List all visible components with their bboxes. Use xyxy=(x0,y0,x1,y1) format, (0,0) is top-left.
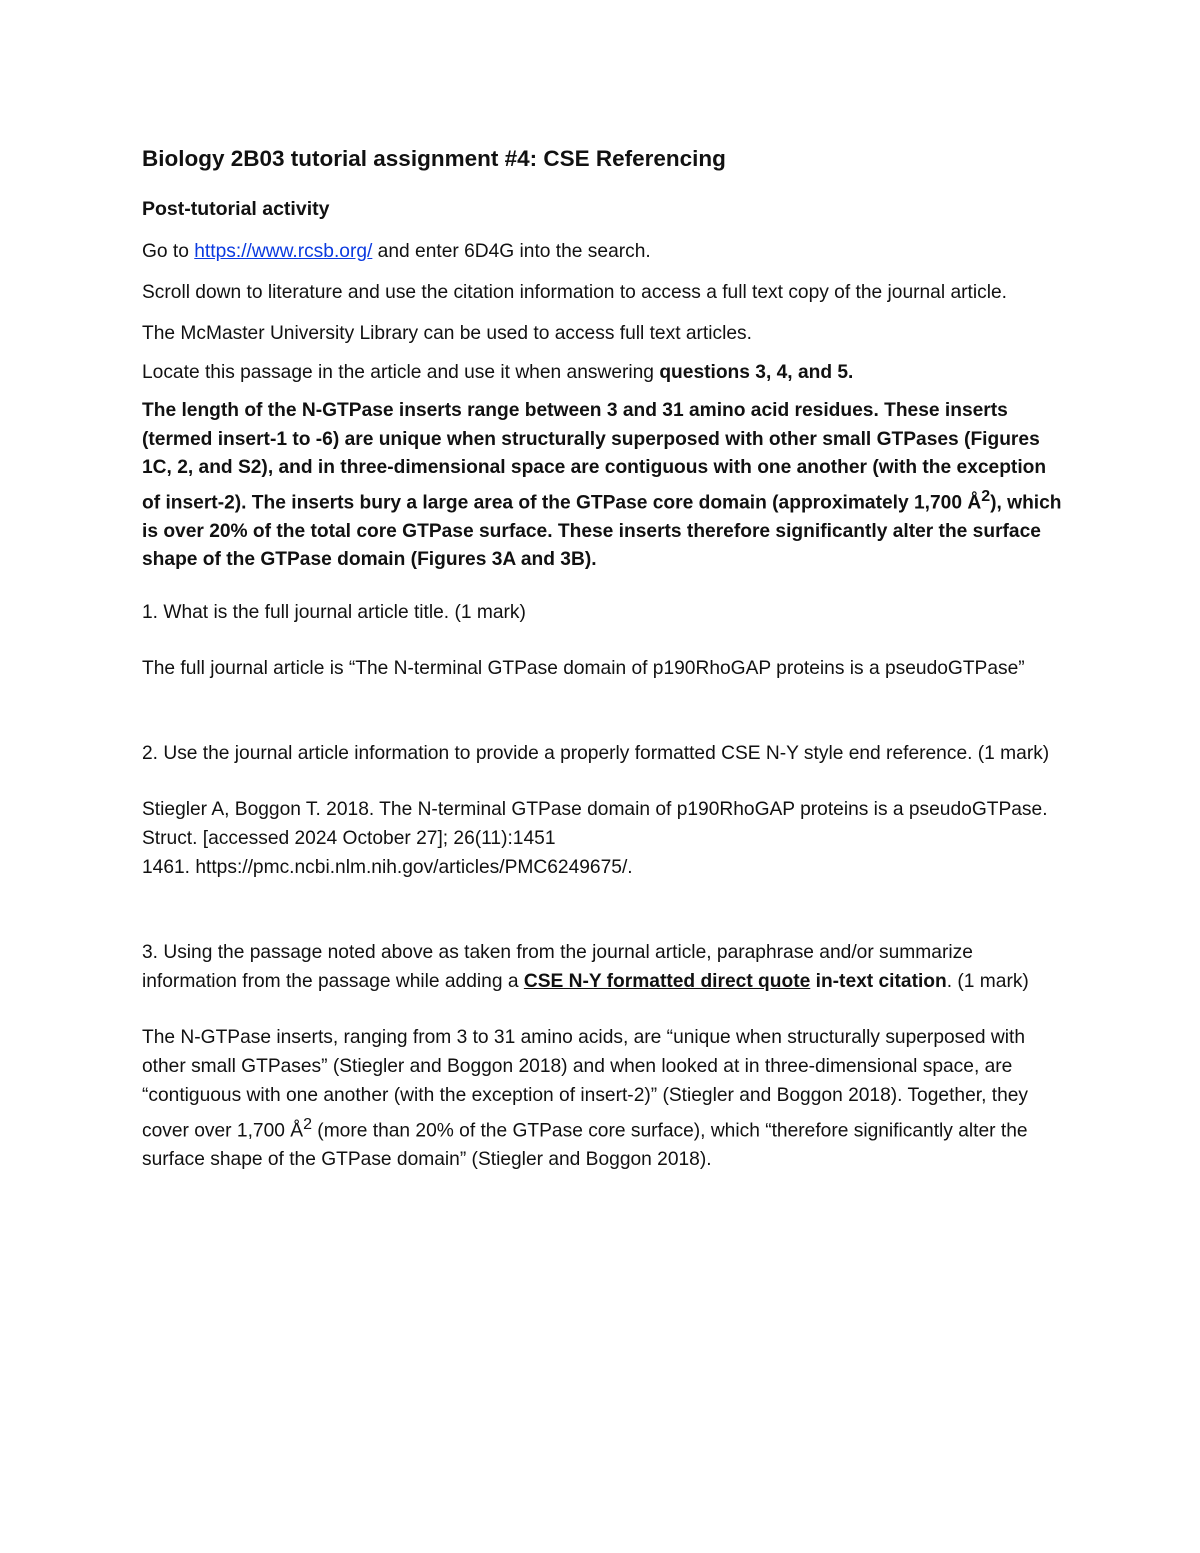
answer-3-part2: (more than 20% of the GTPase core surface), which “therefore significantly alter the surface shape of the GTPase domain” (Stiegler and Boggon 2018). xyxy=(142,1120,1028,1171)
rcsb-link[interactable]: https://www.rcsb.org/ xyxy=(194,241,373,262)
go-to-instruction xyxy=(142,237,1062,266)
passage-part1: The length of the N-GTPase inserts range between 3 and 31 amino acid residues. These inserts (termed insert-1 to -6) are unique when structurally superposed with other small GTPases (Figures 1C, 2, and S2), and in three-dimensional space are contiguous with one another (with the exception of insert-2). The inserts bury a large area of the GTPase core domain (approximately 1,700 Å xyxy=(142,400,1047,514)
locate-prefix: Locate this passage in the article and use it when answering xyxy=(142,362,660,383)
question-3-prefix: 3. Using the passage noted above as taken from the journal article, paraphrase and/or summarize information from the passage while adding a xyxy=(142,941,973,992)
mcmaster-note: The McMaster University Library can be used to access full text articles. xyxy=(142,323,752,344)
question-3-direct-quote: CSE N-Y formatted direct quote xyxy=(523,970,811,992)
passage-part2: ), which is over 20% of the total core GTPase surface. These inserts therefore significantly alter the surface shape of the GTPase domain (Figures 3A and 3B). xyxy=(142,492,1062,571)
answer-3 xyxy=(142,1023,1062,1174)
answer-2 xyxy=(142,795,1062,882)
article-passage xyxy=(142,397,1062,575)
answer-3-part1: The N-GTPase inserts, ranging from 3 to 31 amino acids, are “unique when structurally superposed with other small GTPases” (Stiegler and Boggon 2018) and when looked at in three-dimensional space, are “contiguous with one another (with the exception of insert-2)” (Stiegler and Boggon 2018). Together, they cover over 1,700 Å xyxy=(142,1026,1029,1142)
answer-2-line1: Stiegler A, Boggon T. 2018. The N-terminal GTPase domain of p190RhoGAP proteins is a pseudoGTPase. Struct. [accessed 2024 October 27]; 26(11):1451 xyxy=(142,798,1048,849)
passage-superscript: 2 xyxy=(981,487,991,505)
locate-instruction xyxy=(142,358,1062,387)
answer-1: The full journal article is “The N-terminal GTPase domain of p190RhoGAP proteins is a pseudoGTPase” xyxy=(142,657,1025,679)
answer-3-superscript: 2 xyxy=(303,1115,312,1133)
go-to-suffix: and enter 6D4G into the search. xyxy=(372,241,651,262)
locate-questions: questions 3, 4, and 5. xyxy=(659,362,854,383)
document-title: Biology 2B03 tutorial assignment #4: CSE Referencing xyxy=(142,146,726,171)
question-3 xyxy=(142,938,1062,996)
scroll-instruction: Scroll down to literature and use the citation information to access a full text copy of the journal article. xyxy=(142,282,1007,303)
go-to-prefix: Go to xyxy=(142,241,195,262)
post-tutorial-heading: Post-tutorial activity xyxy=(142,198,330,220)
answer-2-line2: 1461. https://pmc.ncbi.nlm.nih.gov/articles/PMC6249675/. xyxy=(142,856,633,878)
question-1: 1. What is the full journal article title. (1 mark) xyxy=(142,601,526,623)
question-2: 2. Use the journal article information to provide a properly formatted CSE N-Y style end reference. (1 mark) xyxy=(142,742,1050,764)
question-3-suffix: . (1 mark) xyxy=(946,970,1029,992)
question-3-in-text-citation: in-text citation xyxy=(810,970,947,992)
document-page xyxy=(142,140,1062,1174)
